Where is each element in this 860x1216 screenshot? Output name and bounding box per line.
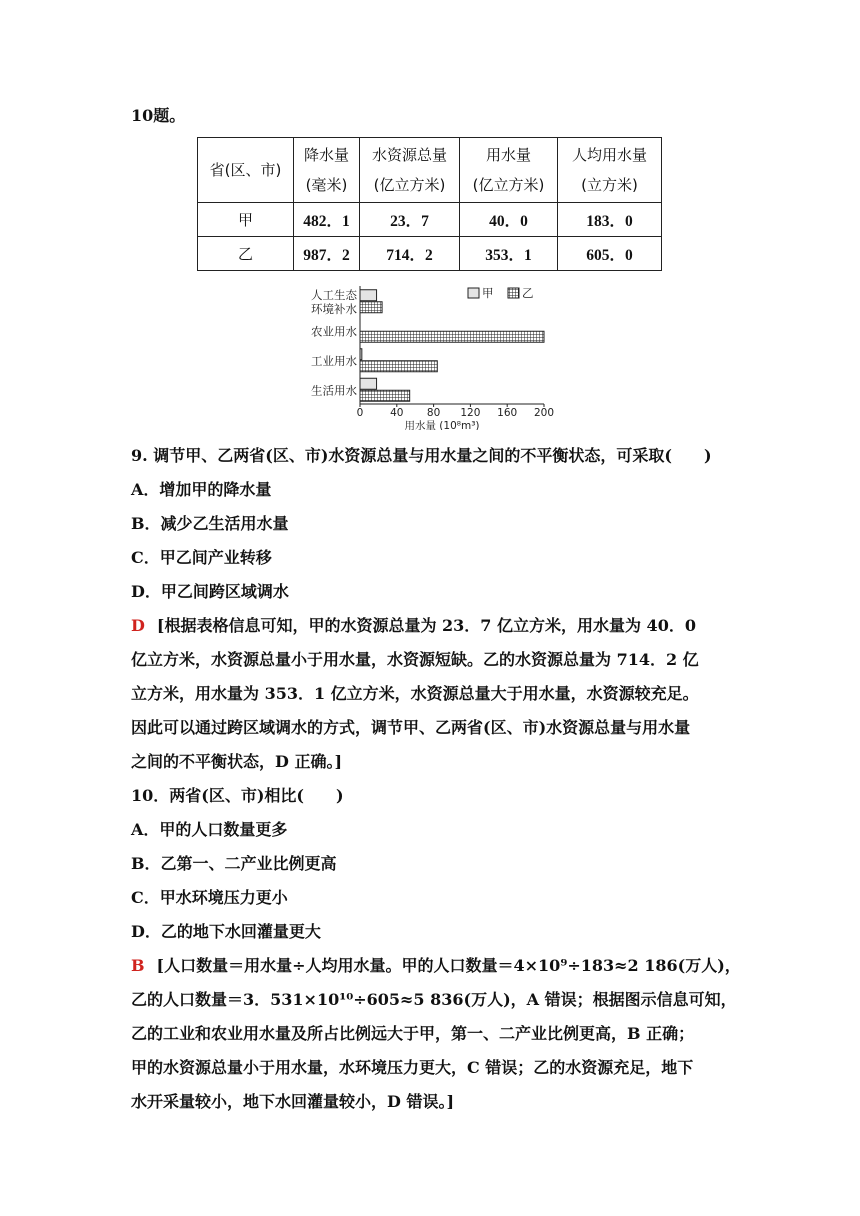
table-cell: 40．0 <box>460 203 558 237</box>
x-axis-label: 用水量 (10⁸m³) <box>404 420 480 430</box>
x-tick-label: 160 <box>497 407 518 419</box>
q10-explanation-line-5: 水开采量较小，地下水回灌量较小，D 错误。] <box>131 1092 455 1111</box>
bar-yi <box>360 361 437 372</box>
bar-yi <box>360 302 382 313</box>
bar-jia <box>360 290 377 301</box>
q9-answer: D <box>131 616 145 635</box>
legend-label: 乙 <box>522 286 534 300</box>
q10-option-d: D．乙的地下水回灌量更大 <box>131 922 321 941</box>
q9-option-a: A．增加甲的降水量 <box>131 480 272 499</box>
header-water-use: 用水量 (亿立方米) <box>460 138 558 203</box>
q9-explanation-line-4: 因此可以通过跨区域调水的方式，调节甲、乙两省(区、市)水资源总量与用水量 <box>131 718 691 737</box>
table-cell: 乙 <box>198 237 294 271</box>
table-header-row <box>198 138 662 203</box>
legend-swatch <box>508 288 519 298</box>
category-label: 人工生态 <box>311 287 357 302</box>
q10-explanation-line-3: 乙的工业和农业用水量及所占比例远大于甲，第一、二产业比例更高，B 正确； <box>131 1024 695 1043</box>
header-region: 省(区、市) <box>198 138 294 203</box>
bar-yi <box>360 390 410 401</box>
q9-option-b: B．减少乙生活用水量 <box>131 514 289 533</box>
header-per-capita-use: 人均用水量 (立方米) <box>558 138 662 203</box>
header-water-resources: 水资源总量 (亿立方米) <box>360 138 460 203</box>
q10-answer: B <box>131 956 145 975</box>
q9-explanation-line-5: 之间的不平衡状态，D 正确。] <box>131 752 343 771</box>
table-cell: 353．1 <box>460 237 558 271</box>
q10-option-b: B．乙第一、二产业比例更高 <box>131 854 337 873</box>
legend-label: 甲 <box>482 286 494 300</box>
x-tick-label: 40 <box>390 407 404 419</box>
q9-option-c: C．甲乙间产业转移 <box>131 548 272 567</box>
water-use-bar-chart <box>290 280 580 430</box>
q9-explanation-line-3: 立方米，用水量为 353．1 亿立方米，水资源总量大于用水量，水资源较充足。 <box>131 684 699 703</box>
x-tick-label: 80 <box>426 407 441 419</box>
q10-option-a: A．甲的人口数量更多 <box>131 820 288 839</box>
q9-option-d: D．甲乙间跨区域调水 <box>131 582 289 601</box>
table-cell: 甲 <box>198 203 294 237</box>
category-label: 生活用水 <box>311 383 357 398</box>
q10-explanation-line-2: 乙的人口数量＝3．531×10¹⁰÷605≈5 836(万人)，A 错误；根据图示信息可知， <box>131 990 737 1009</box>
legend-swatch <box>468 288 479 298</box>
category-label: 农业用水 <box>311 324 357 339</box>
q10-option-c: C．甲水环境压力更小 <box>131 888 288 907</box>
q10-stem: 10．两省(区、市)相比( ) <box>131 786 344 805</box>
q10-explanation-line-4: 甲的水资源总量小于用水量，水环境压力更大，C 错误；乙的水资源充足，地下 <box>131 1058 694 1077</box>
table-cell: 605．0 <box>558 237 662 271</box>
table-cell: 23．7 <box>360 203 460 237</box>
header-precipitation: 降水量 (毫米) <box>294 138 360 203</box>
table-row <box>198 237 662 271</box>
bar-yi <box>360 331 544 342</box>
table-row <box>198 203 662 237</box>
table-cell: 482．1 <box>294 203 360 237</box>
bar-jia <box>360 378 377 389</box>
x-tick-label: 200 <box>533 407 555 419</box>
x-tick-label: 0 <box>356 407 364 419</box>
category-label: 环境补水 <box>311 301 357 316</box>
intro-text: 10题。 <box>131 106 186 125</box>
q9-stem: 9. 调节甲、乙两省(区、市)水资源总量与用水量之间的不平衡状态，可采取( ) <box>131 446 712 465</box>
q9-explanation-line-2: 亿立方米，水资源总量小于用水量，水资源短缺。乙的水资源总量为 714．2 亿 <box>131 650 699 669</box>
q10-explanation-line-1: B [人口数量＝用水量÷人均用水量。甲的人口数量＝4×10⁹÷183≈2 186(万人)， <box>131 956 741 975</box>
table-cell: 183．0 <box>558 203 662 237</box>
q9-explanation-line-1: D [根据表格信息可知，甲的水资源总量为 23．7 亿立方米，用水量为 40．0 <box>131 616 696 635</box>
table-cell: 714．2 <box>360 237 460 271</box>
table-cell: 987．2 <box>294 237 360 271</box>
water-data-table <box>197 137 662 271</box>
category-label: 工业用水 <box>311 353 357 368</box>
bar-jia <box>360 349 362 360</box>
x-tick-label: 120 <box>460 407 481 419</box>
